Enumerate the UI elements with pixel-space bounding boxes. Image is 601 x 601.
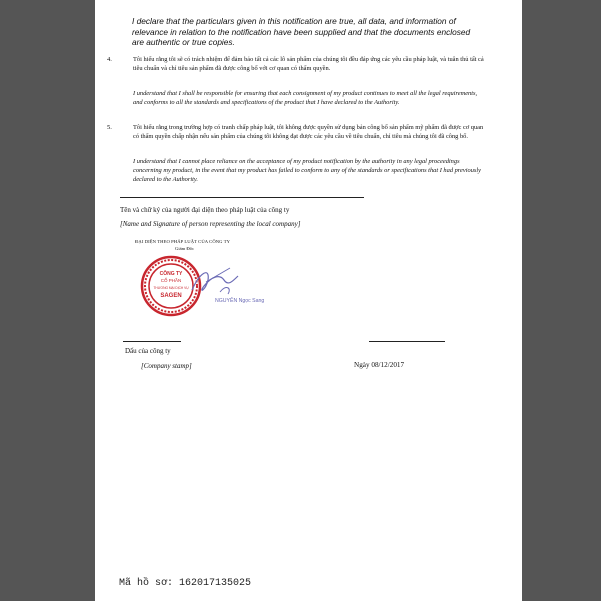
right-margin-bar — [522, 0, 601, 601]
declaration-text: I declare that the particulars given in this notification are true, all data, and information of relevance in relation to the notification have been supplied and that the documents enclosed are authentic or true copies. — [132, 16, 471, 47]
representative-title: ĐẠI DIỆN THEO PHÁP LUẬT CỦA CÔNG TY — [135, 239, 231, 244]
clause-number: 5. — [107, 124, 112, 131]
signature-divider — [120, 197, 364, 198]
stamp-line-right — [369, 341, 445, 342]
seal-line-4: SAGEN — [160, 293, 182, 299]
seal-line-3: THƯƠNG MẠI DỊCH VỤ — [153, 286, 189, 290]
document-date: Ngày 08/12/2017 — [354, 361, 405, 369]
seal-line-2: CỔ PHẦN — [160, 278, 182, 283]
clause-text-vn: Tôi hiểu rằng tôi sẽ có trách nhiệm để đảm bảo tất cả các lô sản phẩm của chúng tôi đều đáp ứng các yêu cầu pháp luật, và tuân thủ tất cả tiêu chuẩn và chỉ tiêu sản phẩm đã được công bố với cơ quan có thẩm quyền. — [133, 56, 484, 72]
clause-text-en: I understand that I cannot place reliance on the acceptance of my product notification by the authority in any legal proceedings concerning my product, in the event that my product has failed to conform to any of the standards or specifications that I had previously declared to the Authority. — [133, 158, 481, 183]
left-margin-bar — [0, 0, 95, 601]
company-stamp-label-vn: Dấu của công ty — [125, 347, 171, 355]
stamp-line-left — [123, 341, 181, 342]
seal-line-1: CÔNG TY — [159, 271, 183, 277]
clause-text-vn: Tôi hiểu rằng trong trường hợp có tranh chấp pháp luật, tôi không được quyền sử dụng bản công bố sản phẩm mỹ phẩm đã được cơ quan có thẩm quyền chấp nhận nếu sản phẩm của chúng tôi không đạt được các yêu cầu về tiêu chuẩn, chỉ tiêu mà chúng tôi đã công bố. — [133, 124, 484, 140]
document-page — [95, 0, 522, 601]
signature-label-en: [Name and Signature of person representing the local company] — [120, 220, 301, 228]
company-stamp-label-en: [Company stamp] — [141, 362, 192, 370]
clause-number: 4. — [107, 56, 112, 63]
record-number: Mã hồ sơ: 162017135025 — [119, 578, 252, 589]
representative-role: Giám Đốc — [175, 246, 195, 251]
clause-text-en: I understand that I shall be responsible for ensuring that each consignment of my product continues to meet all the legal requirements, and conforms to all the standards and specifications of the product that I have declared to the Authority. — [133, 90, 478, 106]
signer-name: NGUYỄN Ngọc Sang — [215, 298, 265, 304]
signature-label-vn: Tên và chữ ký của người đại diện theo pháp luật của công ty — [120, 206, 290, 214]
